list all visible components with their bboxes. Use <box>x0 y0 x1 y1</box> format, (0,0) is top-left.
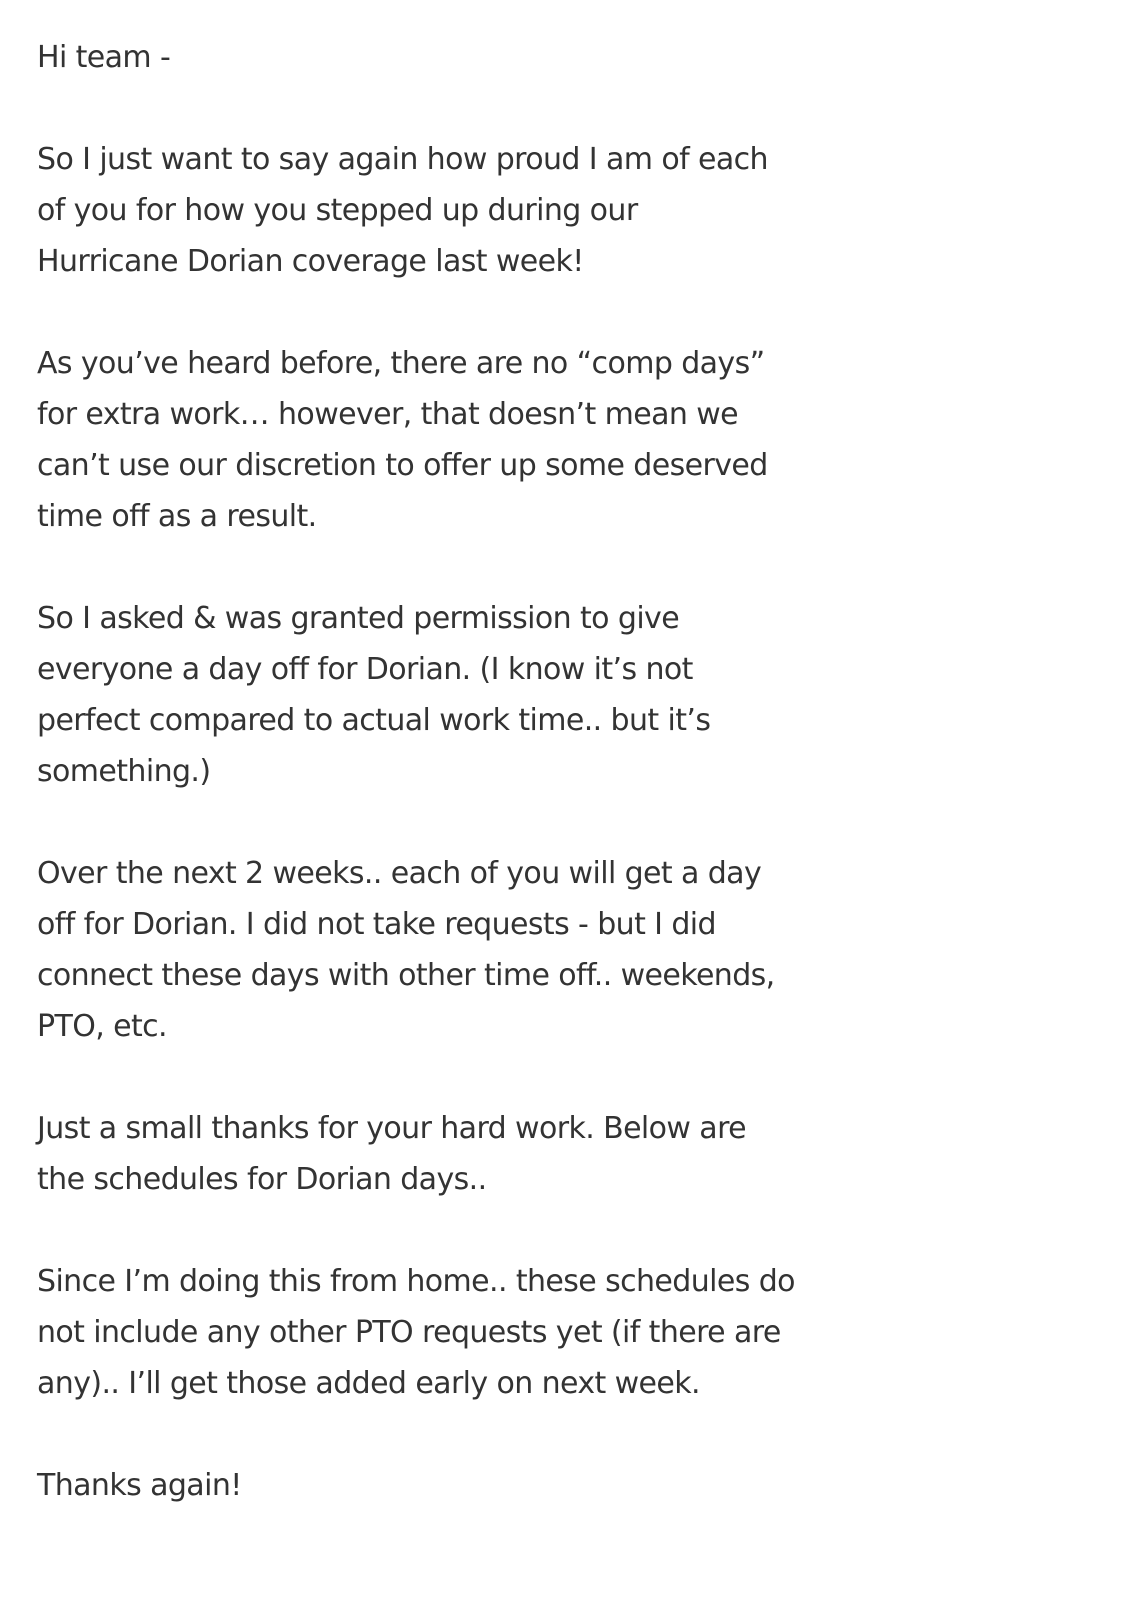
text-line: perfect compared to actual work time.. but it’s <box>37 703 711 738</box>
text-line: As you’ve heard before, there are no “comp days” <box>37 346 765 381</box>
paragraph-spacer <box>37 287 1097 338</box>
paragraph-spacer <box>37 797 1097 848</box>
text-line: any).. I’ll get those added early on next week. <box>37 1366 700 1401</box>
text-line: Just a small thanks for your hard work. Below are <box>37 1111 747 1146</box>
closing: Thanks again! <box>37 1468 242 1503</box>
text-line: the schedules for Dorian days.. <box>37 1162 487 1197</box>
paragraph-spacer <box>37 83 1097 134</box>
paragraph-comp-days <box>37 338 1097 542</box>
email-body <box>37 32 1097 1511</box>
text-line: So I asked & was granted permission to give <box>37 601 680 636</box>
text-line: Since I’m doing this from home.. these schedules do <box>37 1264 795 1299</box>
paragraph-spacer <box>37 1205 1097 1256</box>
greeting: Hi team - <box>37 40 171 75</box>
paragraph-spacer <box>37 542 1097 593</box>
text-line: Over the next 2 weeks.. each of you will get a day <box>37 856 762 891</box>
text-line: Hurricane Dorian coverage last week! <box>37 244 584 279</box>
text-line: not include any other PTO requests yet (if there are <box>37 1315 781 1350</box>
paragraph-spacer <box>37 1052 1097 1103</box>
paragraph-thanks <box>37 1103 1097 1205</box>
paragraph-schedule-details <box>37 848 1097 1052</box>
text-line: time off as a result. <box>37 499 317 534</box>
text-line: of you for how you stepped up during our <box>37 193 638 228</box>
paragraph-day-off <box>37 593 1097 797</box>
text-line: everyone a day off for Dorian. (I know it’s not <box>37 652 693 687</box>
text-line: can’t use our discretion to offer up some deserved <box>37 448 768 483</box>
text-line: connect these days with other time off.. weekends, <box>37 958 775 993</box>
paragraph-praise <box>37 134 1097 287</box>
text-line: something.) <box>37 754 211 789</box>
text-line: PTO, etc. <box>37 1009 167 1044</box>
text-line: off for Dorian. I did not take requests - but I did <box>37 907 716 942</box>
text-line: So I just want to say again how proud I am of each <box>37 142 768 177</box>
text-line: for extra work… however, that doesn’t mean we <box>37 397 738 432</box>
paragraph-spacer <box>37 1409 1097 1460</box>
paragraph-pto-note <box>37 1256 1097 1409</box>
